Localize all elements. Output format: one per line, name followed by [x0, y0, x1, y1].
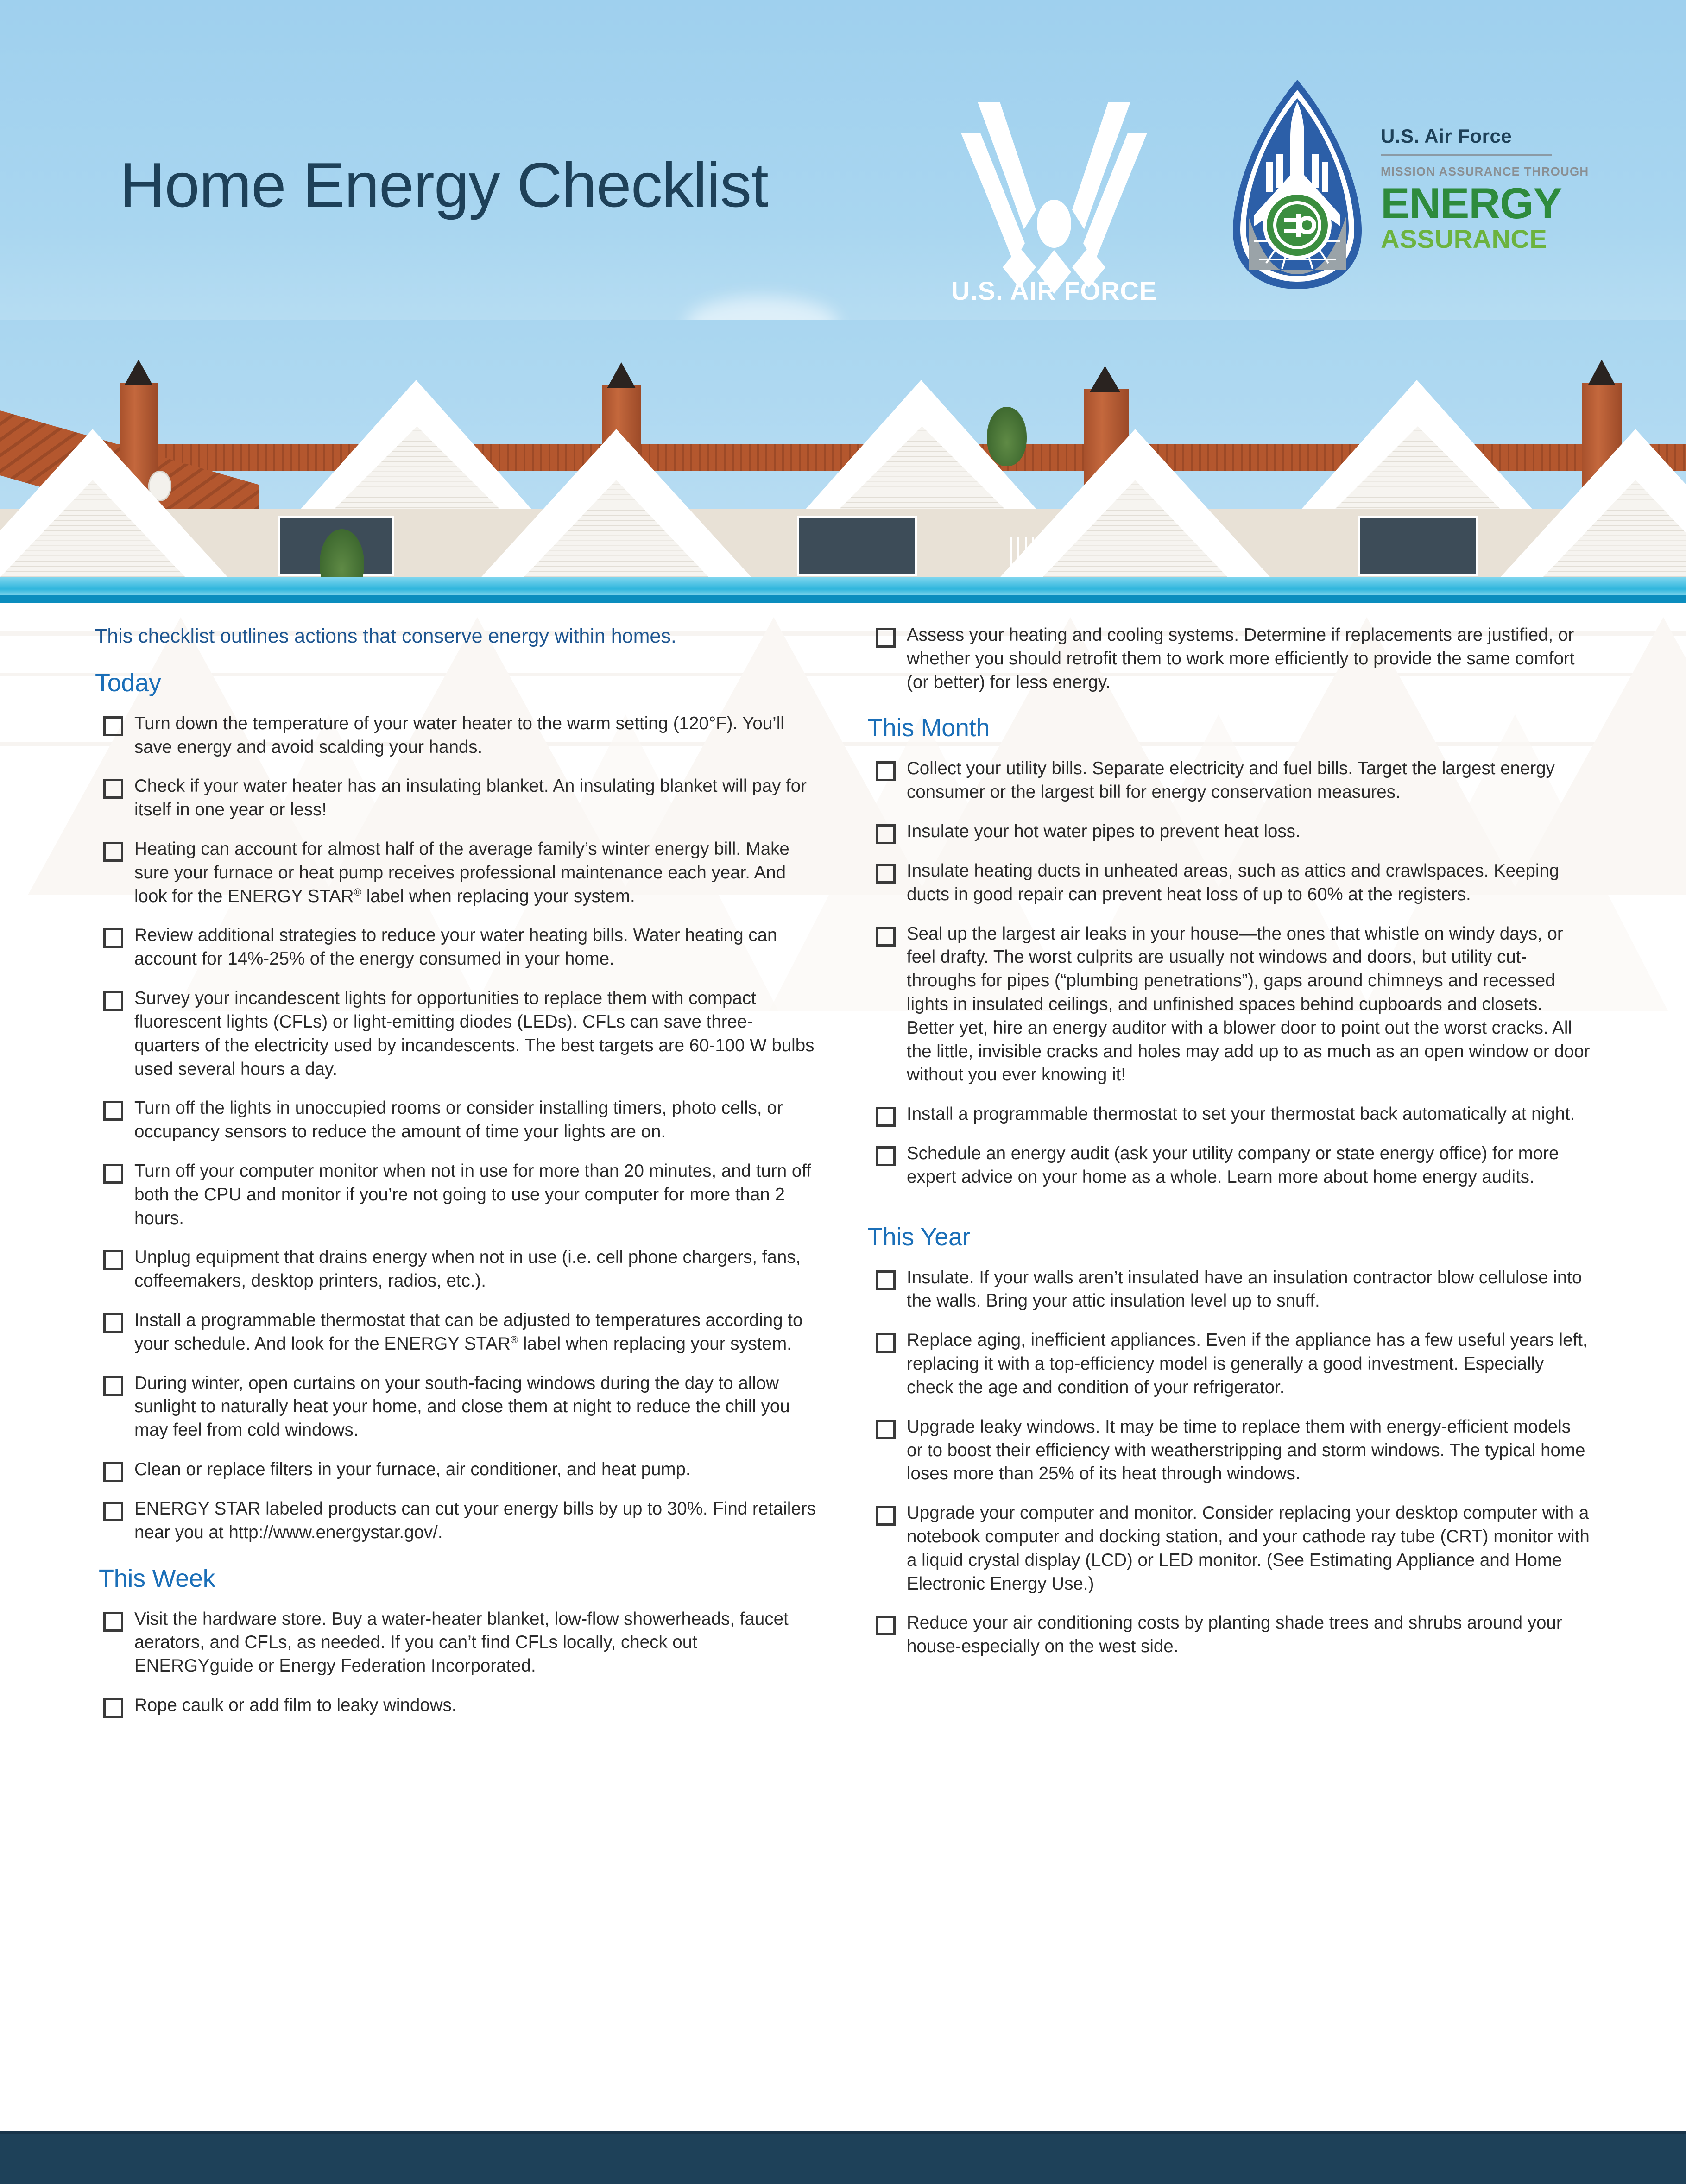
list-item[interactable]: [867, 859, 1590, 907]
list-item[interactable]: [867, 820, 1590, 844]
list-item-label: Insulate your hot water pipes to prevent heat loss.: [907, 821, 1301, 842]
list-item[interactable]: [867, 1266, 1590, 1313]
checklist-this-year: [867, 1266, 1590, 1659]
checkbox-icon[interactable]: [103, 1612, 123, 1632]
checkbox-icon[interactable]: [103, 1250, 123, 1270]
list-item[interactable]: [95, 712, 818, 759]
list-item-label: Upgrade leaky windows. It may be time to replace them with energy-efficient models or to boost their efficiency with weatherstripping and storm windows. The typical home loses more than 25% of its heat through windows.: [907, 1416, 1585, 1484]
list-item-label: During winter, open curtains on your south-facing windows during the day to allow sunlight to naturally heat your home, and close them at night to reduce the chill you may feel from cold windows.: [134, 1373, 790, 1440]
list-item[interactable]: [95, 775, 818, 822]
list-item-label: Assess your heating and cooling systems. Determine if replacements are justified, or whether you should retrofit them to work more efficiently to provide the same comfort (or better) for less energy.: [907, 625, 1575, 692]
checklist-this-month: [867, 757, 1590, 1189]
list-item[interactable]: [95, 1497, 818, 1545]
list-item[interactable]: [95, 987, 818, 1081]
list-item[interactable]: [867, 1415, 1590, 1486]
list-item[interactable]: [95, 1160, 818, 1230]
checkbox-icon[interactable]: [876, 1146, 896, 1166]
list-item-label: Review additional strategies to reduce your water heating bills. Water heating can account for 14%-25% of the energy consumed in your home.: [134, 925, 777, 969]
list-item-label: Collect your utility bills. Separate electricity and fuel bills. Target the largest energy consumer or the largest bill for energy conservation measures.: [907, 758, 1555, 802]
list-item-label: Turn down the temperature of your water heater to the warm setting (120°F). You’ll save energy and avoid scalding your hands.: [134, 713, 784, 757]
checkbox-icon[interactable]: [103, 1101, 123, 1121]
checkbox-icon[interactable]: [103, 1462, 123, 1482]
cyan-divider: [0, 595, 1686, 603]
checkbox-icon[interactable]: [103, 842, 123, 862]
section-heading-today: Today: [95, 669, 161, 697]
checkbox-icon[interactable]: [103, 779, 123, 799]
checkbox-icon[interactable]: [876, 628, 896, 648]
list-item[interactable]: [95, 1097, 818, 1144]
list-item-label: Install a programmable thermostat that can be adjusted to temperatures according to your schedule. And look for the ENERGY STAR® label when replacing your system.: [134, 1310, 803, 1354]
checkbox-icon[interactable]: [103, 1502, 123, 1521]
list-item[interactable]: [867, 1103, 1590, 1126]
energy-assurance-badge-icon: [1230, 78, 1364, 291]
footer-bar: [0, 2131, 1686, 2184]
checklist-this-week-continued: [867, 624, 1590, 694]
badge-line-usaf: U.S. Air Force: [1381, 125, 1512, 147]
checkbox-icon[interactable]: [876, 1506, 896, 1526]
checkbox-icon[interactable]: [876, 1107, 896, 1127]
checkbox-icon[interactable]: [103, 991, 123, 1011]
list-item-label: Turn off your computer monitor when not in use for more than 20 minutes, and turn off both the CPU and monitor if you’re not going to use your computer for more than 2 hours.: [134, 1161, 811, 1228]
air-force-caption: U.S. AIR FORCE: [951, 276, 1157, 305]
checkbox-icon[interactable]: [103, 928, 123, 948]
list-item[interactable]: [867, 1142, 1590, 1189]
section-heading-this-week: This Week: [99, 1564, 215, 1592]
intro-text: This checklist outlines actions that conserve energy within homes.: [95, 625, 676, 647]
rooftops-illustration: [0, 320, 1686, 599]
checkbox-icon[interactable]: [876, 927, 896, 947]
badge-line-energy: ENERGY: [1381, 179, 1562, 227]
checklist-body: [0, 603, 1686, 2127]
list-item[interactable]: [95, 1694, 818, 1717]
list-item-label: Rope caulk or add film to leaky windows.: [134, 1695, 457, 1715]
list-item[interactable]: [95, 1608, 818, 1678]
list-item[interactable]: [867, 1611, 1590, 1659]
checkbox-icon[interactable]: [103, 1313, 123, 1333]
list-item[interactable]: [867, 624, 1590, 694]
checkbox-icon[interactable]: [103, 1376, 123, 1396]
checkbox-icon[interactable]: [876, 824, 896, 844]
checkbox-icon[interactable]: [876, 1333, 896, 1353]
list-item[interactable]: [95, 838, 818, 908]
badge-line-assurance: ASSURANCE: [1381, 224, 1547, 253]
list-item-label: Heating can account for almost half of the average family’s winter energy bill. Make sure your furnace or heat pump receives professional maintenance each year. And look for the ENERGY STAR® label when replacing your system.: [134, 839, 789, 906]
list-item-label: Insulate heating ducts in unheated areas, such as attics and crawlspaces. Keeping ducts in good repair can prevent heat loss of up to 60% at the registers.: [907, 860, 1560, 904]
list-item-label: Turn off the lights in unoccupied rooms or consider installing timers, photo cells, or occupancy sensors to reduce the amount of time your lights are on.: [134, 1098, 783, 1142]
list-item-label: ENERGY STAR labeled products can cut your energy bills by up to 30%. Find retailers near you at http://www.energystar.gov/.: [134, 1498, 816, 1542]
page-title: Home Energy Checklist: [120, 150, 768, 220]
checkbox-icon[interactable]: [876, 1270, 896, 1290]
checkbox-icon[interactable]: [103, 716, 123, 736]
list-item-label: Survey your incandescent lights for opportunities to replace them with compact fluorescent lights (CFLs) or light-emitting diodes (LEDs). CFLs can save three-quarters of the electricity used by incandescents. The best targets are 60-100 W bulbs used several hours a day.: [134, 988, 815, 1079]
list-item[interactable]: [95, 1372, 818, 1442]
checklist-today: [95, 712, 818, 1545]
list-item-label: Clean or replace filters in your furnace, air conditioner, and heat pump.: [134, 1459, 691, 1480]
badge-divider-rule: [1381, 154, 1552, 156]
checkbox-icon[interactable]: [876, 864, 896, 884]
list-item[interactable]: [95, 1458, 818, 1482]
right-column: [867, 603, 1590, 1674]
checklist-this-week: [95, 1608, 818, 1717]
list-item[interactable]: [867, 757, 1590, 804]
air-force-wings-icon: [945, 90, 1163, 303]
list-item[interactable]: [95, 1246, 818, 1293]
list-item[interactable]: [95, 1309, 818, 1356]
list-item[interactable]: [867, 1329, 1590, 1399]
list-item-label: Schedule an energy audit (ask your utility company or state energy office) for more expert advice on your home as a whole. Learn more about home energy audits.: [907, 1143, 1559, 1187]
checkbox-icon[interactable]: [876, 1420, 896, 1439]
list-item-label: Visit the hardware store. Buy a water-heater blanket, low-flow showerheads, faucet aerators, and CFLs, as needed. If you can’t find CFLs locally, check out ENERGYguide or Energy Federation Incorporated.: [134, 1609, 789, 1676]
rooftops-photo: [0, 320, 1686, 599]
list-item[interactable]: [867, 1502, 1590, 1596]
list-item-label: Replace aging, inefficient appliances. Even if the appliance has a few useful years left, replacing it with a top-efficiency model is generally a good investment. Especially check the age and condition of your refrigerator.: [907, 1330, 1588, 1397]
list-item[interactable]: [867, 922, 1590, 1087]
energy-assurance-wordmark: [1381, 125, 1622, 252]
list-item-label: Seal up the largest air leaks in your house—the ones that whistle on windy days, or feel drafty. The worst culprits are usually not windows and doors, but utility cut-throughs for pipes (“plumbing penetrations”), gaps around chimneys and recessed lights in insulated ceilings, and unfinished spaces behind cupboards and closets. Better yet, hire an energy auditor with a blower door to point out the worst cracks. All the little, invisible cracks and holes may add up to as much as an open window or door without you ever knowing it!: [907, 923, 1590, 1085]
checkbox-icon[interactable]: [876, 761, 896, 781]
checkbox-icon[interactable]: [103, 1698, 123, 1718]
left-column: [95, 603, 818, 1733]
checkbox-icon[interactable]: [876, 1616, 896, 1635]
list-item-label: Reduce your air conditioning costs by planting shade trees and shrubs around your house-especially on the west side.: [907, 1613, 1562, 1657]
list-item[interactable]: [95, 924, 818, 971]
list-item-label: Upgrade your computer and monitor. Consider replacing your desktop computer with a notebook computer and docking station, and your cathode ray tube (CRT) monitor with a liquid crystal display (LCD) or LED monitor. (See Estimating Appliance and Home Electronic Energy Use.): [907, 1503, 1590, 1594]
checkbox-icon[interactable]: [103, 1164, 123, 1184]
section-heading-this-year: This Year: [867, 1223, 971, 1251]
list-item-label: Check if your water heater has an insulating blanket. An insulating blanket will pay for itself in one year or less!: [134, 776, 807, 820]
list-item-label: Unplug equipment that drains energy when not in use (i.e. cell phone chargers, fans, coffeemakers, desktop printers, radios, etc.).: [134, 1247, 801, 1291]
section-heading-this-month: This Month: [867, 714, 990, 742]
list-item-label: Insulate. If your walls aren’t insulated have an insulation contractor blow cellulose into the walls. Bring your attic insulation level up to snuff.: [907, 1267, 1582, 1311]
list-item-label: Install a programmable thermostat to set your thermostat back automatically at night.: [907, 1104, 1575, 1124]
badge-line-mission: MISSION ASSURANCE THROUGH: [1381, 164, 1589, 178]
